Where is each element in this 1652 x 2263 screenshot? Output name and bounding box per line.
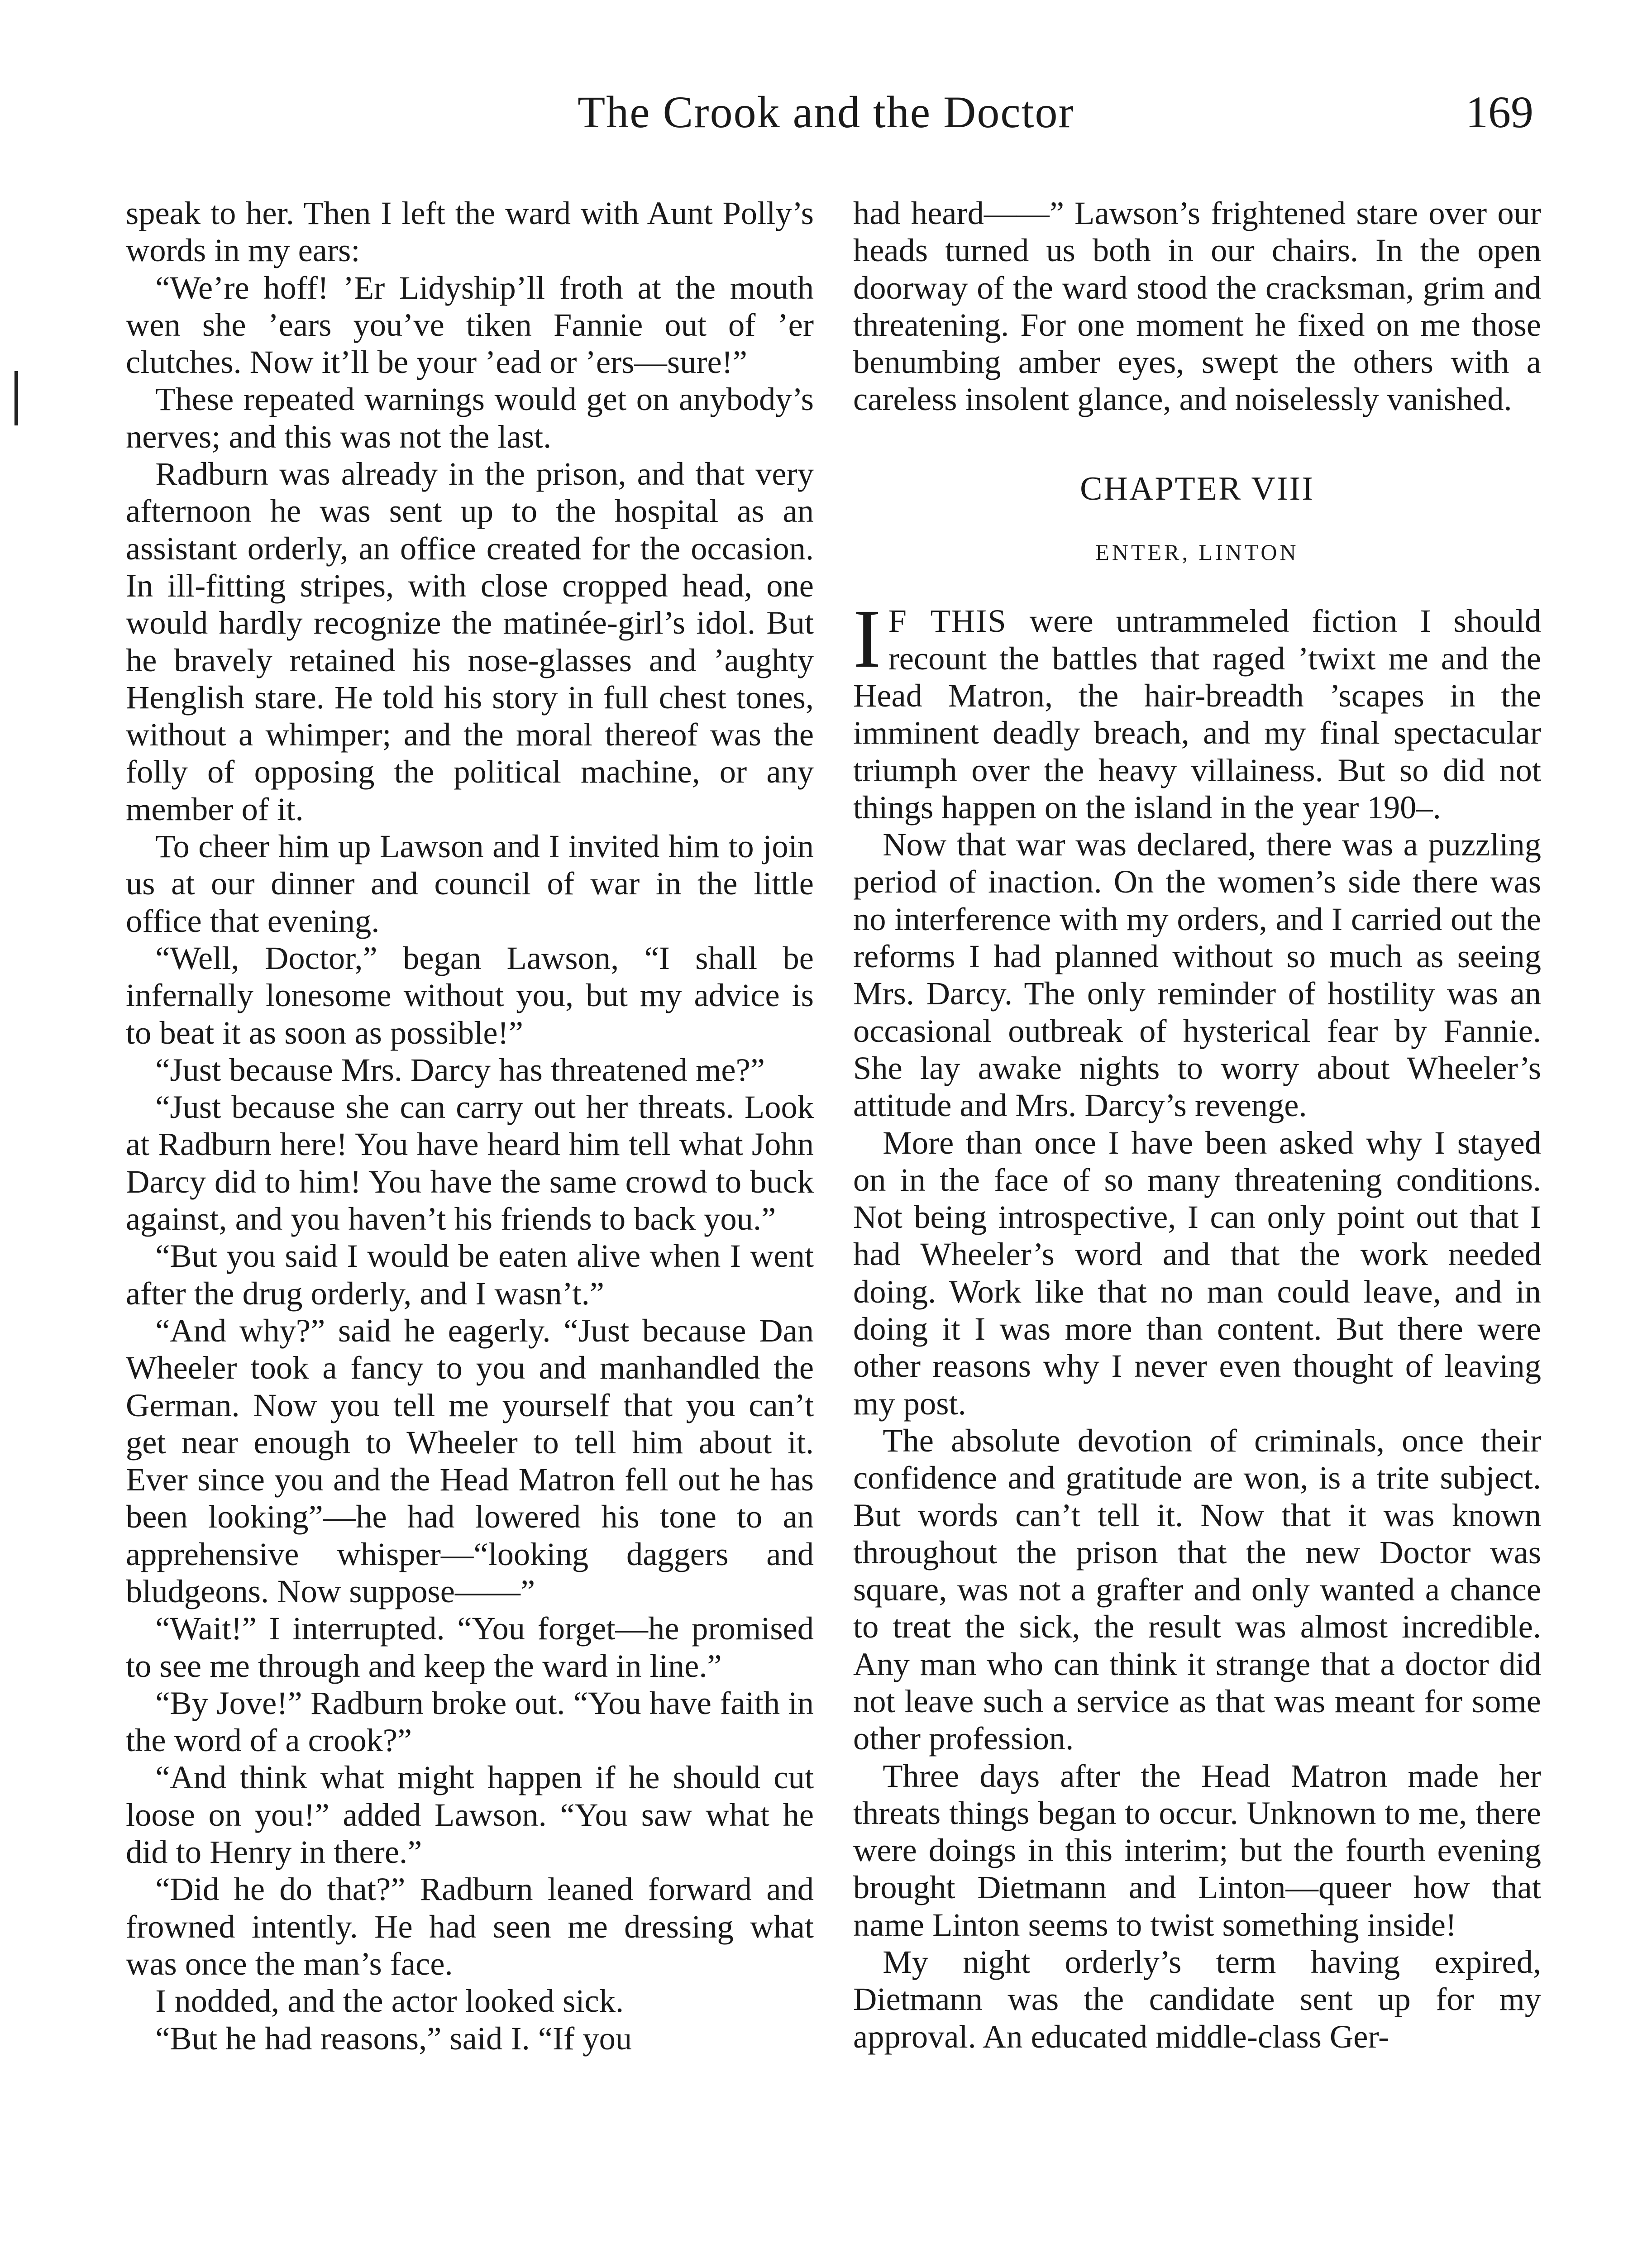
left-column (126, 195, 814, 2057)
paragraph: These repeated warnings would get on anybody’s nerves; and this was not the last. (126, 381, 814, 455)
opening-text: were untrammeled fiction I should recount the battles that raged ’twixt me and the Head Matron, the hair-breadth ’scapes in the imminent deadly breach, and my final spectacular triumph over the heavy villainess. But so did not things happen on the island in the year 190–. (853, 602, 1541, 826)
paragraph: “By Jove!” Radburn broke out. “You have faith in the word of a crook?” (126, 1684, 814, 1759)
paragraph: “Did he do that?” Radburn leaned forward and frowned intently. He had seen me dressing what was once the man’s face. (126, 1871, 814, 1982)
drop-cap: I (853, 592, 881, 686)
paragraph: had heard——” Lawson’s frightened stare over our heads turned us both in our chairs. In the open doorway of the ward stood the cracksman, grim and threatening. For one moment he fixed on me those benumbing amber eyes, swept the others with a careless insolent glance, and noiselessly vanished. (853, 195, 1541, 418)
paragraph: “We’re hoff! ’Er Lidyship’ll froth at the mouth wen she ’ears you’ve tiken Fannie out of ’er clutches. Now it’ll be your ’ead or ’ers—sure!” (126, 269, 814, 381)
paragraph: I nodded, and the actor looked sick. (155, 1982, 624, 2020)
paragraph: More than once I have been asked why I stayed on in the face of so many threatening conditions. Not being introspective, I can only point out that I had Wheeler’s word and that the work needed doing. Work like that no man could leave, and in doing it I was more than content. But there were other reasons why I never even thought of leaving my post. (853, 1124, 1541, 1422)
paragraph: Now that war was declared, there was a puzzling period of inaction. On the women’s side there was no interference with my orders, and I carried out the reforms I had planned without so much as seeing Mrs. Darcy. The only reminder of hostility was an occasional outbreak of hysterical fear by Fannie. She lay awake nights to worry about Wheeler’s attitude and Mrs. Darcy’s revenge. (853, 826, 1541, 1124)
paragraph: “Wait!” I interrupted. “You forget—he promised to see me through and keep the ward in line.” (126, 1610, 814, 1684)
paragraph: “Just because she can carry out her threats. Look at Radburn here! You have heard him tell what John Darcy did to him! You have the same crowd to buck against, and you haven’t his friends to back you.” (126, 1089, 814, 1237)
opening-words: F THIS (888, 602, 1007, 640)
page-number: 169 (1466, 87, 1533, 137)
chapter-opening-paragraph (853, 592, 1541, 826)
paragraph: speak to her. Then I left the ward with Aunt Polly’s words in my ears: (126, 195, 814, 269)
paragraph: Radburn was already in the prison, and that very afternoon he was sent up to the hospital as an assistant orderly, an office created for the occasion. In ill-fitting stripes, with close cropped head, one would hardly recognize the matinée-girl’s idol. But he bravely retained his nose-glasses and ’aughty Henglish stare. He told his story in full chest tones, without a whimper; and the moral thereof was the folly of opposing the political machine, or any member of it. (126, 455, 814, 827)
paragraph: To cheer him up Lawson and I invited him to join us at our dinner and council of war in the little office that evening. (126, 828, 814, 939)
running-title: The Crook and the Doctor (578, 87, 1074, 137)
paragraph: “And think what might happen if he should cut loose on you!” added Lawson. “You saw what he did to Henry in there.” (126, 1759, 814, 1871)
paragraph: Three days after the Head Matron made her threats things began to occur. Unknown to me, there were doings in this interim; but the fourth evening brought Dietmann and Linton—queer how that name Linton seems to twist something inside! (853, 1757, 1541, 1943)
margin-mark (14, 371, 18, 425)
paragraph: “But you said I would be eaten alive when I went after the drug orderly, and I wasn’t.” (126, 1237, 814, 1312)
paragraph: My night orderly’s term having expired, Dietmann was the candidate sent up for my approval. An educated middle-class Ger- (853, 1943, 1541, 2055)
paragraph: “Well, Doctor,” began Lawson, “I shall be infernally lonesome without you, but my advice is to beat it as soon as possible!” (126, 939, 814, 1051)
chapter-heading: CHAPTER VIII (1080, 470, 1314, 507)
right-column (853, 195, 1541, 2055)
paragraph: “Just because Mrs. Darcy has threatened me?” (155, 1051, 765, 1088)
paragraph: “And why?” said he eagerly. “Just because Dan Wheeler took a fancy to you and manhandled the German. Now you tell me yourself that you can’t get near enough to Wheeler to tell him about it. Ever since you and the Head Matron fell out he has been looking”—he had lowered his tone to an apprehensive whisper—“looking daggers and bludgeons. Now suppose——” (126, 1312, 814, 1609)
page-header (0, 86, 1652, 158)
paragraph: “But he had reasons,” said I. “If you (155, 2020, 632, 2057)
chapter-subtitle: ENTER, LINTON (1095, 539, 1299, 565)
paragraph: The absolute devotion of criminals, once their confidence and gratitude are won, is a trite subject. But words can’t tell it. Now that it was known throughout the prison that the new Doctor was square, was not a grafter and only wanted a chance to treat the sick, the result was almost incredible. Any man who can think it strange that a doctor did not leave such a service as that was meant for some other profession. (853, 1422, 1541, 1757)
